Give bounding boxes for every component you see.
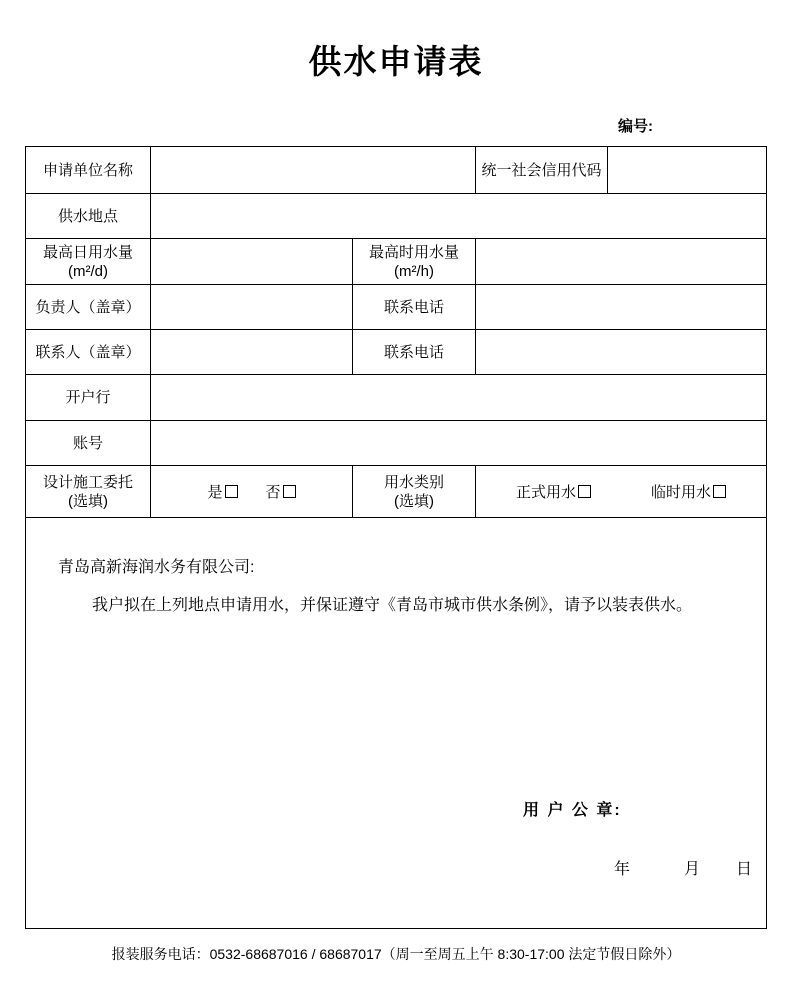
max-hourly-usage-unit: (m²/h) <box>394 262 434 280</box>
checkbox-yes-icon[interactable] <box>225 485 238 498</box>
bank-input[interactable] <box>151 375 767 421</box>
design-commission-optional-sub: (选填) <box>68 492 108 510</box>
row-supply-location <box>26 194 767 239</box>
option-yes-label: 是 <box>207 484 223 501</box>
max-daily-usage-label-text: 最高日用水量 <box>42 243 133 261</box>
contact-phone-label: 联系电话 <box>353 330 476 375</box>
row-contact-person <box>26 330 767 375</box>
option-formal-water-label: 正式用水 <box>515 484 576 501</box>
water-category-label-text: 用水类别 <box>383 473 444 491</box>
design-commission-label-text: 设计施工委托 <box>42 473 133 491</box>
max-daily-usage-input[interactable] <box>151 239 353 285</box>
applicant-name-input[interactable] <box>151 147 476 194</box>
max-hourly-usage-label <box>353 239 476 285</box>
option-formal-water[interactable] <box>516 481 591 502</box>
row-responsible-person <box>26 285 767 330</box>
option-no-label: 否 <box>265 484 281 501</box>
responsible-phone-input[interactable] <box>476 285 767 330</box>
option-temporary-water[interactable] <box>651 481 726 502</box>
form-number-label: 编号: <box>618 118 653 135</box>
water-category-optional-sub: (选填) <box>394 492 434 510</box>
option-temporary-water-label: 临时用水 <box>651 484 712 501</box>
option-no[interactable] <box>266 481 296 502</box>
page-title: 供水申请表 <box>308 43 484 80</box>
max-daily-usage-unit: (m²/d) <box>68 262 108 280</box>
checkbox-no-icon[interactable] <box>283 485 296 498</box>
statement-area <box>26 518 766 928</box>
user-seal-label: 用 户 公 章: <box>523 802 622 819</box>
max-hourly-usage-label-text: 最高时用水量 <box>368 243 459 261</box>
water-category-label <box>353 466 476 518</box>
bank-label: 开户行 <box>26 375 151 421</box>
row-account <box>26 421 767 466</box>
date-month-label: 月 <box>684 861 701 878</box>
statement-body-line: 我户拟在上列地点申请用水，并保证遵守《青岛市城市供水条例》，请予以装表供水。 <box>92 597 693 614</box>
addressee-company-line: 青岛高新海润水务有限公司: <box>58 559 255 576</box>
row-water-usage <box>26 239 767 285</box>
responsible-person-label: 负责人（盖章） <box>26 285 151 330</box>
account-label: 账号 <box>26 421 151 466</box>
checkbox-temporary-water-icon[interactable] <box>713 485 726 498</box>
applicant-name-label: 申请单位名称 <box>26 147 151 194</box>
water-category-options <box>476 466 767 518</box>
credit-code-input[interactable] <box>608 147 767 194</box>
row-bank <box>26 375 767 421</box>
date-year-label: 年 <box>614 861 631 878</box>
date-day-label: 日 <box>736 861 753 878</box>
contact-person-input[interactable] <box>151 330 353 375</box>
row-options <box>26 466 767 518</box>
row-applicant <box>26 147 767 194</box>
max-hourly-usage-input[interactable] <box>476 239 767 285</box>
responsible-person-input[interactable] <box>151 285 353 330</box>
responsible-phone-label: 联系电话 <box>353 285 476 330</box>
application-form-table <box>25 146 767 929</box>
footer-service-info: 报装服务电话：0532-68687016 / 68687017（周一至周五上午 8:30-17:00 法定节假日除外） <box>111 946 681 962</box>
supply-location-label: 供水地点 <box>26 194 151 239</box>
option-yes[interactable] <box>207 481 237 502</box>
max-daily-usage-label <box>26 239 151 285</box>
design-commission-options <box>151 466 353 518</box>
contact-phone-input[interactable] <box>476 330 767 375</box>
supply-location-input[interactable] <box>151 194 767 239</box>
contact-person-label: 联系人（盖章） <box>26 330 151 375</box>
checkbox-formal-water-icon[interactable] <box>578 485 591 498</box>
account-input[interactable] <box>151 421 767 466</box>
design-commission-label <box>26 466 151 518</box>
row-statement <box>26 518 767 929</box>
credit-code-label: 统一社会信用代码 <box>476 147 608 194</box>
statement-cell <box>26 518 767 929</box>
